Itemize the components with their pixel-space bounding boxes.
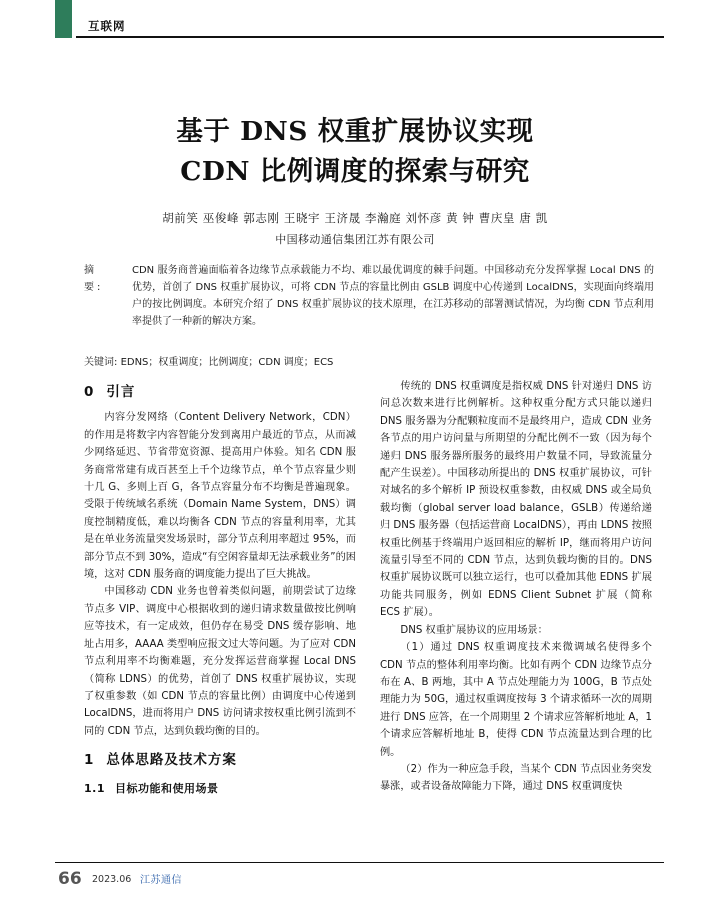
category-label: 互联网 [88,19,126,33]
keywords-text: EDNS；权重调度；比例调度；CDN 调度；ECS [120,357,334,368]
keywords-block [84,355,654,371]
paragraph: 内容分发网络（Content Delivery Network，CDN）的作用是将数字内容智能分发到离用户最近的节点，从而减少网络延迟、节省带宽资源、提高用户体验。知名 CDN 服务商常常建有成百甚至上千个边缘节点，单个节点容量少则十几 G、多则上百 G，各节点容量分布不均衡是普遍现象。受限于传统域名系统（Domain Name System，DNS）调度控制精度低，难以均衡各 CDN 节点的容量利用率，尤其是在单业务流量突发场景时，部分节点利用率超过 95%，而部分节点不到 30%，造成“有空闲容量却无法承载业务”的困境，这对 CDN 服务商的调度能力提出了巨大挑战。 [84,412,356,581]
paragraph: 中国移动 CDN 业务也曾着类似问题，前期尝试了边缘节点多 VIP、调度中心根据收到的递归请求数量做按比例响应等技术，有一定成效，但仍存在易受 DNS 缓存影响、地址占用多，AAAA 类型响应报文过大等问题。为了应对 CDN 节点利用率不均衡难题，充分发挥运营商掌握 Local DNS（简称 LDNS）的优势，首创了 DNS 权重扩展协议，实现了权重参数（如 CDN 节点的容量比例）由调度中心传递到 LocalDNS，进而将用户 DNS 访问请求按权重比例引流到不同的 CDN 节点，达到负载均衡的目的。 [84,586,356,737]
subsection-title-1-1: 目标功能和使用场景 [115,781,219,795]
section-title-0: 引言 [106,384,136,400]
section-number-0: 0 [84,384,95,400]
subsection-number-1-1: 1.1 [84,781,105,795]
section-title-1: 总体思路及技术方案 [106,752,237,769]
abstract-label: 摘 要: [84,265,110,293]
title-line-2: CDN 比例调度的探索与研究 [180,156,530,187]
header-divider [76,36,664,38]
section-heading-0 [84,384,356,401]
paragraph: （1）通过 DNS 权重调度技术来微调域名使得多个 CDN 节点的整体利用率均衡。比如有两个 CDN 边缘节点分布在 A、B 两地，其中 A 节点处理能力为 100G，B 节点处理能力为 50G，通过权重调度按每 3 个请求循环一次的周期进行 DNS 应答，在一个周期里 2 个请求应答解析地址 A，1 个请求应答解析地址 B，使得 CDN 节点流量达到合理的比例。 [380,642,652,758]
subsection-heading-1-1 [84,780,356,797]
page-title [46,112,664,192]
page-number: 66 [58,869,82,889]
body-column-right [380,378,652,796]
abstract-block [84,262,654,330]
author-list: 胡前笑 巫俊峰 郭志刚 王晓宇 王济晟 李瀚庭 刘怀彦 黄 钟 曹庆皇 唐 凯 [162,211,548,225]
paragraph: DNS 权重扩展协议的应用场景： [400,624,548,636]
footer-journal-name: 江苏通信 [140,875,182,886]
abstract-text: CDN 服务商普遍面临着各边缘节点承载能力不均、难以最优调度的棘手问题。中国移动充分发挥掌握 Local DNS 的优势，首创了 DNS 权重扩展协议，可将 CDN 节点的容量比例由 GSLB 调度中心传递到 LocalDNS，实现面向终端用户的按比例调度。本研究介绍了 DNS 权重扩展协议的技术原理，在江苏移动的部署测试情况，为均衡 CDN 节点利用率提供了一种新的解决方案。 [132,265,654,327]
spacer [84,740,356,752]
section-number-1: 1 [84,752,95,769]
affiliation: 中国移动通信集团江苏有限公司 [275,233,435,246]
section-heading-1 [84,752,356,769]
decorative-green-bar [55,0,72,38]
footer-divider [55,862,664,863]
title-line-1: 基于 DNS 权重扩展协议实现 [176,116,534,147]
paragraph: （2）作为一种应急手段，当某个 CDN 节点因业务突发暴涨，或者设备故障能力下降，通过 DNS 权重调度快 [380,763,652,793]
paragraph: 传统的 DNS 权重调度是指权威 DNS 针对递归 DNS 访问总次数来进行比例解析。这种权重分配方式只能以递归 DNS 服务器为分配颗粒度而不是最终用户，造成 CDN 业务各节点的用户访问量与所期望的分配比例不一致（因为每个递归 DNS 服务器所服务的最终用户数量不同，导致流量分配产生误差）。中国移动所提出的 DNS 权重扩展协议，可针对域名的多个解析 IP 预设权重参数，由权威 DNS 或全局负载均衡（global server load balance，GSLB）传递给递归 DNS 服务器（包括运营商 LocalDNS），再由 LDNS 按照权重比例基于终端用户返回相应的解析 IP，继而将用户访问流量引导至不同的 CDN 节点，达到负载均衡的目的。DNS 权重扩展协议既可以独立运行，也可以叠加其他 EDNS 扩展功能共同服务，例如 EDNS Client Subnet 扩展（简称 ECS 扩展）。 [380,381,652,619]
body-column-left [84,384,356,801]
keywords-label: 关键词: [84,357,118,368]
footer-date: 2023.06 [92,874,132,885]
